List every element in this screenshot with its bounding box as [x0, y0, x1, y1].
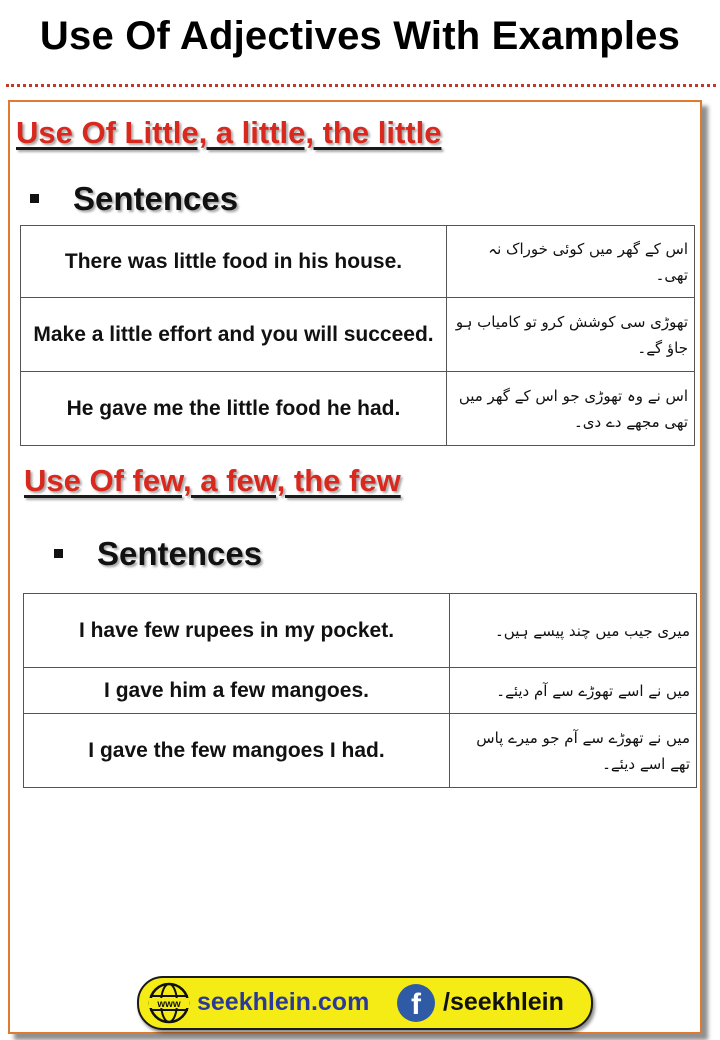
- english-sentence: He gave me the little food he had.: [21, 372, 447, 446]
- urdu-translation: اس کے گھر میں کوئی خوراک نہ تھی۔: [447, 226, 695, 298]
- sentences-table-little: [20, 225, 695, 446]
- page-title: Use Of Adjectives With Examples: [39, 14, 681, 58]
- english-sentence: I gave him a few mangoes.: [24, 668, 450, 714]
- footer-banner: [137, 976, 593, 1030]
- table-row: [21, 298, 695, 372]
- table-row: [24, 714, 697, 788]
- table-row: [24, 668, 697, 714]
- facebook-icon[interactable]: f: [397, 984, 435, 1022]
- website-link[interactable]: seekhlein.com: [197, 988, 370, 1016]
- bullet-square-icon: [54, 549, 63, 558]
- urdu-translation: میری جیب میں چند پیسے ہیں۔: [450, 594, 697, 668]
- table-row: [21, 372, 695, 446]
- english-sentence: I gave the few mangoes I had.: [24, 714, 450, 788]
- urdu-translation: تھوڑی سی کوشش کرو تو کامیاب ہو جاؤ گے۔: [447, 298, 695, 372]
- dotted-divider: [6, 84, 716, 87]
- bullet-square-icon: [30, 194, 39, 203]
- urdu-translation: میں نے تھوڑے سے آم جو میرے پاس تھے اسے دیئے۔: [450, 714, 697, 788]
- sentences-table-few: [23, 593, 697, 788]
- globe-www-text: www: [157, 999, 181, 1010]
- english-sentence: There was little food in his house.: [21, 226, 447, 298]
- sentences-label: Sentences: [73, 180, 239, 217]
- section-title-few: Use Of few, a few, the few: [24, 463, 401, 498]
- table-row: [21, 226, 695, 298]
- sentences-label: Sentences: [97, 535, 263, 572]
- facebook-handle-link[interactable]: /seekhlein: [443, 988, 564, 1016]
- urdu-translation: اس نے وہ تھوڑی جو اس کے گھر میں تھی مجھے دے دی۔: [447, 372, 695, 446]
- globe-www-icon: [147, 981, 191, 1025]
- table-row: [24, 594, 697, 668]
- section-title-little: Use Of Little, a little, the little: [16, 115, 442, 150]
- sentences-heading-2: [54, 535, 262, 573]
- english-sentence: I have few rupees in my pocket.: [24, 594, 450, 668]
- sentences-heading-1: [30, 180, 238, 218]
- english-sentence: Make a little effort and you will succeed.: [21, 298, 447, 372]
- urdu-translation: میں نے اسے تھوڑے سے آم دیئے۔: [450, 668, 697, 714]
